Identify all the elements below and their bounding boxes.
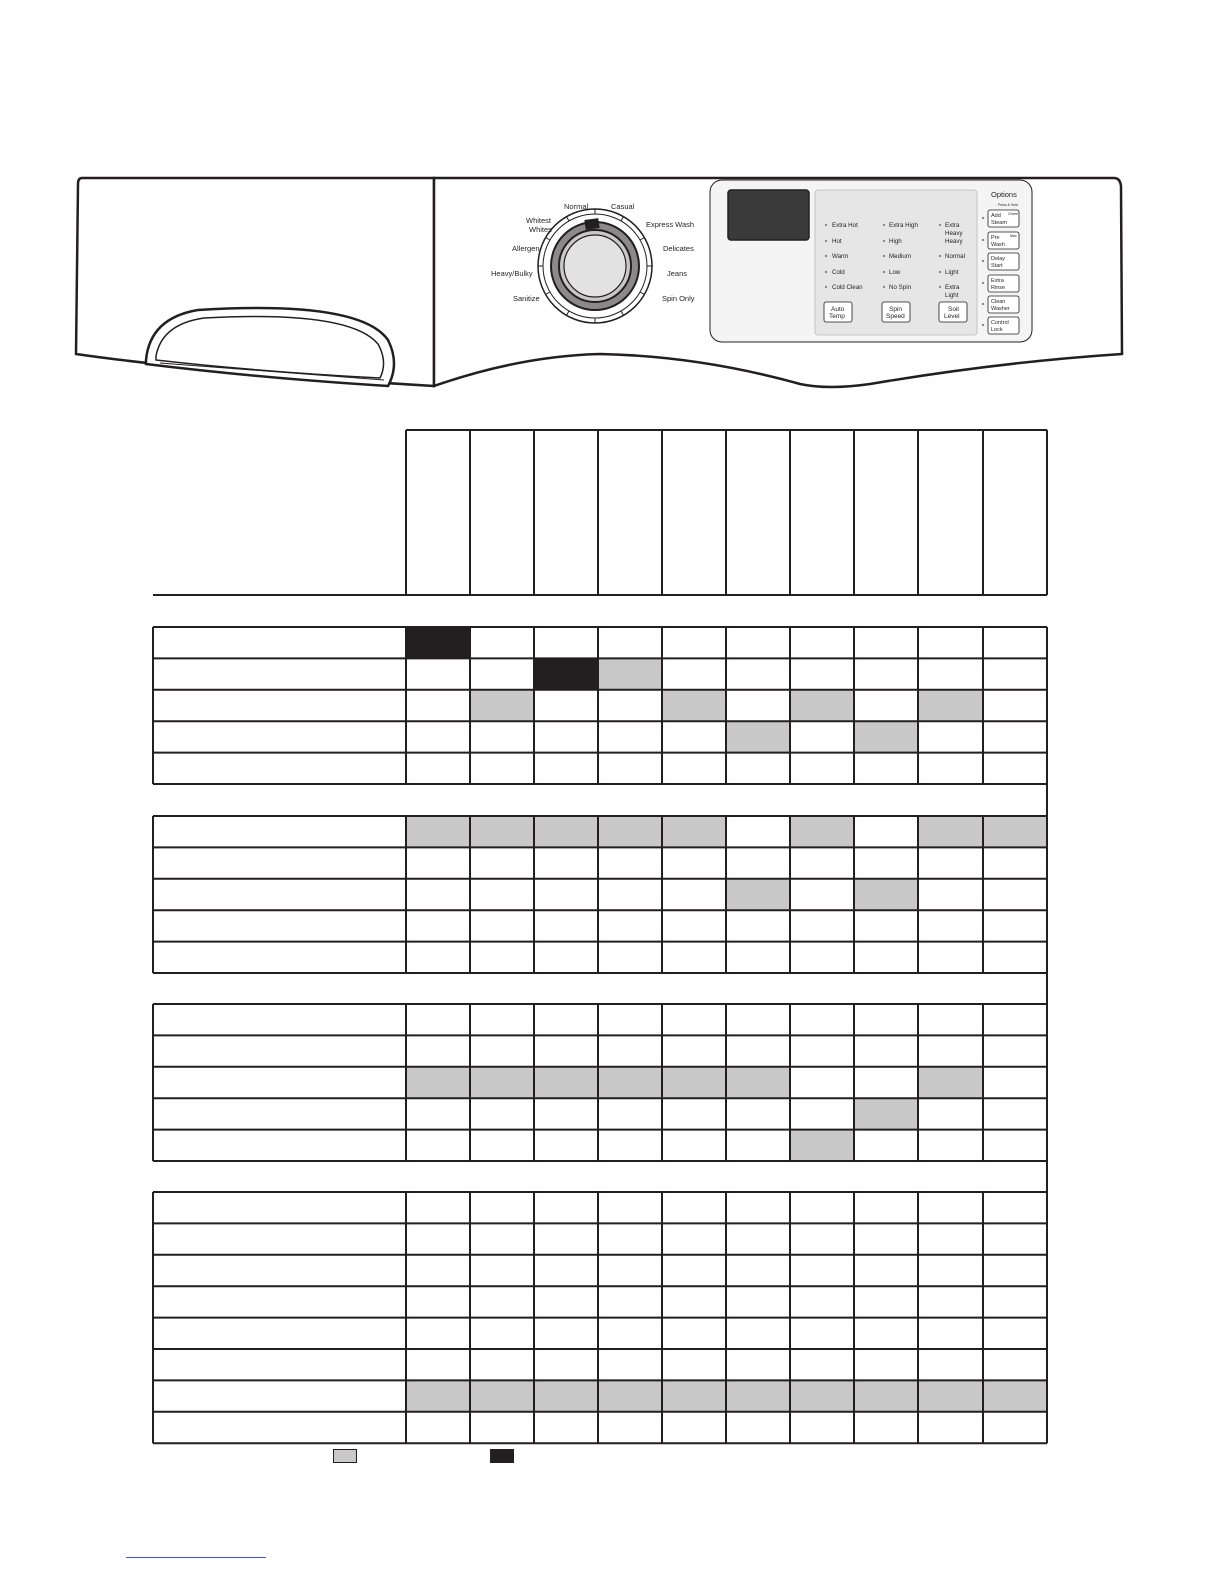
setting-cell-available [726, 879, 790, 910]
soil-option: Extra [945, 284, 960, 291]
auto-temp-line1: Auto [831, 306, 845, 313]
auto-temp-line2: Temp [829, 313, 845, 320]
setting-cell-available [854, 1098, 918, 1129]
delay-start-line2: Start [991, 263, 1003, 269]
cycle-label-sanitize[interactable]: Sanitize [513, 294, 540, 303]
drawer-handle-outer[interactable] [146, 308, 394, 386]
temp-option: Cold Clean [832, 284, 863, 291]
setting-cell-available [406, 1067, 470, 1098]
indicator-dot [883, 271, 885, 273]
clean-washer-line1: Clean [991, 299, 1006, 305]
add-steam-line2: Steam [991, 220, 1007, 226]
setting-cell-available [790, 816, 854, 847]
setting-cell-available [918, 690, 983, 721]
setting-cell-available [598, 1067, 662, 1098]
setting-cell-available [918, 1380, 983, 1411]
setting-cell-available [918, 1067, 983, 1098]
footer-link-underline[interactable] [126, 1557, 266, 1558]
cycle-label-spin-only[interactable]: Spin Only [662, 294, 695, 303]
extra-rinse-line1: Extra [991, 278, 1004, 284]
delay-start-button[interactable] [988, 253, 1019, 270]
setting-cell-available [598, 1380, 662, 1411]
spin-option: High [889, 238, 902, 245]
indicator-dot [982, 303, 984, 305]
setting-cell-available [406, 816, 470, 847]
setting-cell-available [470, 1380, 534, 1411]
indicator-dot [982, 217, 984, 219]
cycle-label-whitest-whites-1[interactable]: Whitest [526, 216, 552, 225]
indicator-dot [939, 286, 941, 288]
setting-cell-available [983, 816, 1047, 847]
soil-option: Heavy [945, 238, 963, 245]
setting-cell-available [854, 879, 918, 910]
control-lock-line2: Lock [991, 327, 1003, 333]
extra-rinse-line2: Rinse [991, 285, 1006, 291]
setting-cell-available [406, 1380, 470, 1411]
temp-option: Extra Hot [832, 222, 858, 229]
soil-level-line2: Level [944, 313, 960, 320]
pre-wash-line2: Wash [991, 242, 1005, 248]
setting-cell-available [854, 721, 918, 752]
setting-cell-available [790, 1380, 854, 1411]
chime-tag: Chime [1008, 212, 1019, 216]
indicator-dot [883, 286, 885, 288]
setting-cell-available [854, 1380, 918, 1411]
setting-cell-available [726, 1380, 790, 1411]
soil-level-button[interactable] [939, 302, 967, 322]
temp-option: Warm [832, 253, 849, 260]
temp-option: Hot [832, 238, 842, 245]
cycle-label-heavy-bulky[interactable]: Heavy/Bulky [491, 269, 533, 278]
cycle-label-normal[interactable]: Normal [564, 202, 589, 211]
legend-black-swatch [490, 1449, 514, 1463]
indicator-dot [883, 255, 885, 257]
spin-option: No Spin [889, 284, 912, 291]
extra-rinse-button[interactable] [988, 275, 1019, 292]
cycle-dial[interactable] [538, 209, 652, 323]
indicator-dot [825, 271, 827, 273]
pre-wash-line1: Pre [991, 235, 1000, 241]
washer-control-panel [0, 0, 1224, 420]
indicator-dot [825, 255, 827, 257]
indicator-dot [883, 240, 885, 242]
spin-speed-line1: Spin [889, 306, 903, 313]
indicator-dot [825, 240, 827, 242]
setting-cell-available [534, 1380, 598, 1411]
add-steam-line1: Add [991, 213, 1001, 219]
spin-option: Extra High [889, 222, 918, 229]
cycle-label-casual[interactable]: Casual [611, 202, 635, 211]
indicator-dot [939, 271, 941, 273]
legend-gray-swatch [333, 1449, 357, 1463]
setting-cell-available [726, 1067, 790, 1098]
setting-cell-available [790, 690, 854, 721]
setting-cell-available [534, 1067, 598, 1098]
setting-cell-available [470, 1067, 534, 1098]
setting-cell-default [534, 658, 598, 689]
cycle-label-whitest-whites-2[interactable]: Whites [529, 225, 552, 234]
cycle-label-jeans[interactable]: Jeans [667, 269, 688, 278]
setting-cell-default [406, 627, 470, 658]
cycle-label-delicates[interactable]: Delicates [663, 244, 694, 253]
setting-cell-available [598, 816, 662, 847]
soil-option: Heavy [945, 230, 963, 237]
soil-level-line1: Soil [948, 306, 959, 313]
clean-washer-button[interactable] [988, 296, 1019, 313]
setting-cell-available [726, 721, 790, 752]
spin-option: Medium [889, 253, 912, 260]
soil-option: Light [945, 269, 959, 276]
setting-cell-available [470, 816, 534, 847]
temp-option: Cold [832, 269, 845, 276]
setting-cell-available [470, 690, 534, 721]
press-hold-hint: Press & Hold [998, 203, 1018, 207]
setting-cell-available [983, 1380, 1047, 1411]
indicator-dot [825, 286, 827, 288]
setting-cell-available [534, 816, 598, 847]
indicator-dot [883, 224, 885, 226]
spin-speed-line2: Speed [886, 313, 905, 320]
digital-display [728, 190, 809, 240]
cycle-label-allergen[interactable]: Allergen [512, 244, 540, 253]
clean-washer-line2: Washer [991, 306, 1010, 312]
soil-option: Light [945, 292, 959, 299]
cycle-label-express-wash[interactable]: Express Wash [646, 220, 695, 229]
max-tag: Max [1010, 234, 1017, 238]
control-lock-line1: Control [991, 320, 1009, 326]
control-lock-button[interactable] [988, 317, 1019, 334]
indicator-dot [939, 255, 941, 257]
setting-cell-available [918, 816, 983, 847]
indicator-dot [982, 324, 984, 326]
indicator-dot [939, 224, 941, 226]
options-title: Options [991, 190, 1017, 199]
indicator-dot [982, 282, 984, 284]
pre-wash-button[interactable] [988, 232, 1019, 249]
setting-cell-available [790, 1130, 854, 1161]
setting-cell-available [598, 658, 662, 689]
setting-cell-available [662, 816, 726, 847]
delay-start-line1: Delay [991, 256, 1006, 262]
auto-temp-button[interactable] [824, 302, 852, 322]
soil-option: Normal [945, 253, 965, 260]
add-steam-button[interactable] [988, 210, 1019, 227]
indicator-dot [982, 260, 984, 262]
indicator-dot [982, 239, 984, 241]
spin-speed-button[interactable] [882, 302, 910, 322]
setting-cell-available [662, 1380, 726, 1411]
spin-option: Low [889, 269, 901, 276]
indicator-dot [825, 224, 827, 226]
soil-option: Extra [945, 222, 960, 229]
setting-cell-available [662, 690, 726, 721]
setting-cell-available [662, 1067, 726, 1098]
